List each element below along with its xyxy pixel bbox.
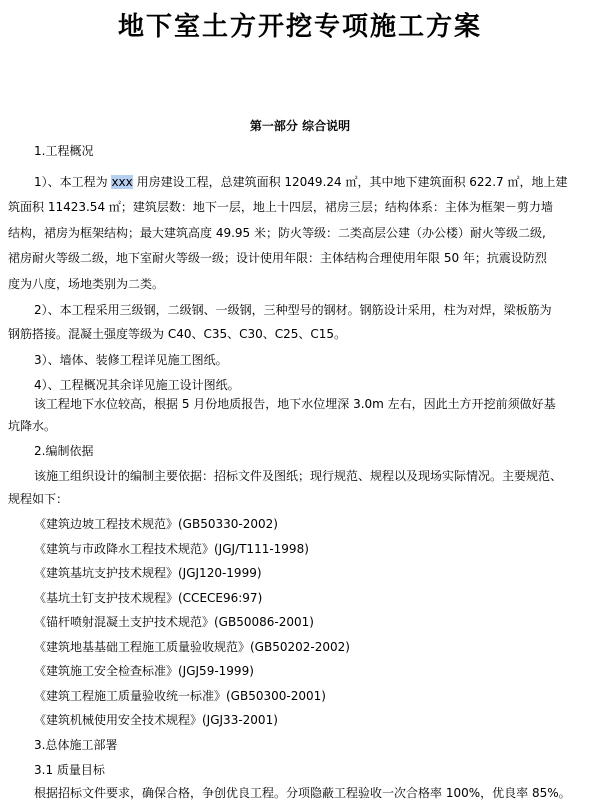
code-list-item: 《建筑施工安全检查标准》(JGJ59-1999) bbox=[34, 664, 254, 678]
section-2-intro-line-2: 规程如下： bbox=[8, 492, 69, 506]
section-2-intro-line-1: 该施工组织设计的编制主要依据：招标文件及图纸；现行规范、规程以及现场实际情况。主要规范、 bbox=[34, 469, 563, 483]
code-list-item: 《建筑基坑支护技术规程》(JGJ120-1999) bbox=[34, 566, 262, 580]
code-list-item: 《建筑与市政降水工程技术规范》(JGJ/T111-1998) bbox=[34, 542, 309, 556]
paragraph-5-line-2: 坑降水。 bbox=[8, 419, 57, 433]
quality-target-text: 根据招标文件要求，确保合格，争创优良工程。分项隐蔽工程验收一次合格率 100%，优良率 85%。 bbox=[34, 786, 571, 800]
section-3-1-heading: 3.1 质量目标 bbox=[34, 763, 105, 777]
code-list-item: 《建筑地基基础工程施工质量验收规范》(GB50202-2002) bbox=[34, 640, 350, 654]
section-1-heading: 1.工程概况 bbox=[34, 144, 94, 158]
paragraph-3: 3）、墙体、装修工程详见施工图纸。 bbox=[34, 353, 228, 367]
section-2-heading: 2.编制依据 bbox=[34, 444, 94, 458]
highlighted-placeholder: xxx bbox=[111, 175, 133, 189]
paragraph-5-line-1: 该工程地下水位较高，根据 5 月份地质报告，地下水位埋深 3.0m 左右，因此土方开挖前须做好基 bbox=[34, 397, 556, 411]
paragraph-1-line-3: 结构，裙房为框架结构；最大建筑高度 49.95 米；防火等级：二类高层公建（办公楼）耐火等级二级, bbox=[8, 226, 546, 240]
code-list-item: 《建筑工程施工质量验收统一标准》(GB50300-2001) bbox=[34, 689, 326, 703]
paragraph-2-line-1: 2）、本工程采用三级钢，二级钢、一级钢，三种型号的钢材。钢筋设计采用，柱为对焊，梁板筋为 bbox=[34, 303, 552, 317]
paragraph-2-line-2: 钢筋搭接。混凝土强度等级为 C40、C35、C30、C25、C15。 bbox=[8, 327, 347, 341]
code-list-item: 《建筑机械使用安全技术规程》(JGJ33-2001) bbox=[34, 713, 278, 727]
document-title: 地下室土方开挖专项施工方案 bbox=[117, 12, 482, 42]
paragraph-1-line-2: 筑面积 11423.54 ㎡；建筑层数：地下一层，地上十四层，裙房三层；结构体系：主体为框架－剪力墙 bbox=[8, 200, 553, 214]
paragraph-4: 4）、工程概况其余详见施工设计图纸。 bbox=[34, 378, 240, 392]
code-list-item: 《建筑边坡工程技术规范》(GB50330-2002) bbox=[34, 517, 278, 531]
paragraph-1-line-4: 裙房耐火等级二级，地下室耐火等级一级；设计使用年限：主体结构合理使用年限 50 年；抗震设防烈 bbox=[8, 251, 547, 265]
paragraph-1-line-5: 度为八度，场地类别为二类。 bbox=[8, 277, 165, 291]
paragraph-1-line-1: 1）、本工程为 xxx 用房建设工程，总建筑面积 12049.24 ㎡，其中地下建筑面积 622.7 ㎡，地上建 bbox=[34, 175, 568, 189]
part-title: 第一部分 综合说明 bbox=[249, 119, 351, 133]
code-list-item: 《锚杆喷射混凝土支护技术规范》(GB50086-2001) bbox=[34, 615, 314, 629]
section-3-heading: 3.总体施工部署 bbox=[34, 738, 118, 752]
code-list-item: 《基坑土钉支护技术规程》(CCECE96:97) bbox=[34, 591, 263, 605]
